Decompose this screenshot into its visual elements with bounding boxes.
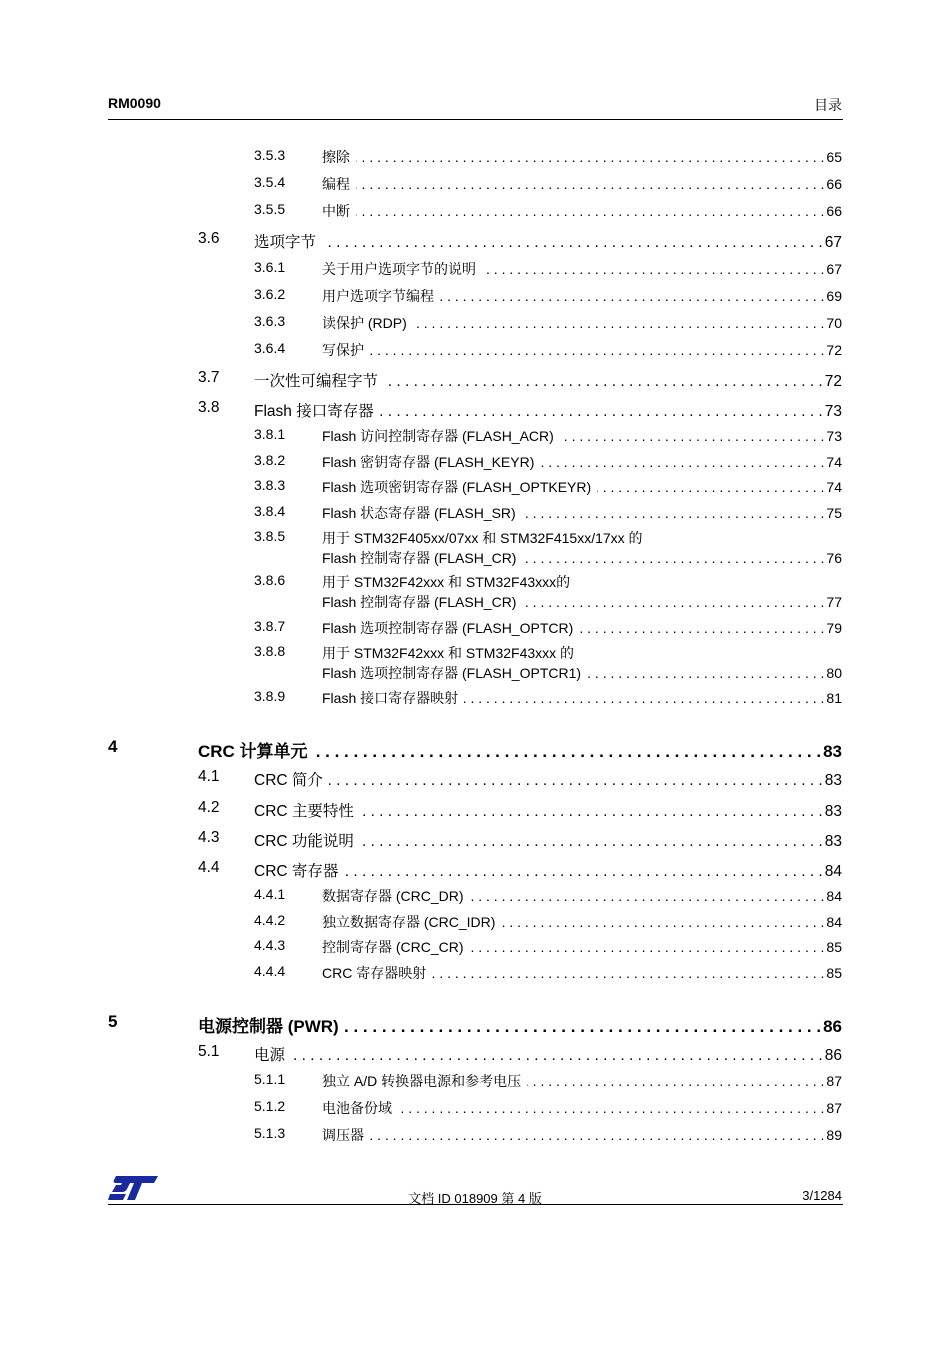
toc-entry-body bbox=[322, 937, 842, 957]
toc-entry-title: Flash 接口寄存器映射 bbox=[322, 690, 459, 706]
toc-entry-title: Flash 密钥寄存器 (FLASH_KEYR) bbox=[322, 454, 535, 470]
toc-entry-page: 67 bbox=[826, 261, 842, 277]
toc-entry-title-line1: 用于 STM32F42xxx 和 STM32F43xxx 的 bbox=[322, 645, 575, 661]
toc-entry-title: 调压器 bbox=[322, 1127, 364, 1143]
toc-entry-page: 73 bbox=[826, 428, 842, 444]
toc-entry-number: 5.1.3 bbox=[254, 1125, 286, 1141]
toc-entry-title: 编程 bbox=[322, 176, 350, 192]
toc-entry-page: 87 bbox=[826, 1100, 842, 1116]
toc-entry-page: 77 bbox=[826, 594, 842, 610]
toc-leader-dots bbox=[398, 1100, 824, 1116]
toc-leader-dots bbox=[587, 665, 824, 681]
toc-leader-dots bbox=[291, 1047, 823, 1065]
toc-leader-dots bbox=[356, 203, 824, 219]
toc-entry-page: 76 bbox=[826, 550, 842, 566]
toc-entry-body bbox=[322, 963, 842, 983]
toc-entry-page: 70 bbox=[826, 315, 842, 331]
toc-entry-page: 84 bbox=[826, 914, 842, 930]
toc-entry-page: 66 bbox=[826, 176, 842, 192]
toc-leader-dots bbox=[360, 833, 823, 851]
toc-entry-body bbox=[322, 147, 842, 167]
toc-entry-page: 65 bbox=[826, 149, 842, 165]
toc-entry-title: 一次性可编程字节 bbox=[254, 373, 379, 390]
toc-entry-page: 69 bbox=[826, 288, 842, 304]
toc-entry-title: 选项字节 bbox=[254, 234, 317, 251]
toc-entry-page: 74 bbox=[826, 454, 842, 470]
toc-entry-number: 3.5.4 bbox=[254, 174, 286, 190]
toc-entry-title: CRC 简介 bbox=[254, 772, 323, 789]
toc-entry-number: 3.8 bbox=[198, 399, 220, 416]
toc-entry-number: 3.8.4 bbox=[254, 503, 286, 519]
toc-entry-body bbox=[322, 174, 842, 194]
toc-leader-dots bbox=[413, 315, 825, 331]
toc-entry-number: 4.4.3 bbox=[254, 937, 286, 953]
toc-entry-body bbox=[322, 201, 842, 221]
toc-entry-number: 3.7 bbox=[198, 369, 220, 386]
toc-leader-dots bbox=[356, 176, 824, 192]
toc-entry-number: 3.8.9 bbox=[254, 688, 286, 704]
toc-entry-body bbox=[254, 369, 842, 391]
toc-entry-body bbox=[322, 548, 842, 568]
header-rule bbox=[108, 119, 843, 120]
toc-leader-dots bbox=[522, 594, 824, 610]
footer-page-number: 3/1284 bbox=[802, 1188, 842, 1203]
toc-entry-number: 5.1.2 bbox=[254, 1098, 286, 1114]
toc-leader-dots bbox=[370, 1127, 824, 1143]
toc-entry-number: 3.8.3 bbox=[254, 477, 286, 493]
toc-leader-dots bbox=[470, 939, 825, 955]
toc-entry-body bbox=[254, 829, 842, 851]
toc-leader-dots bbox=[384, 373, 823, 391]
toc-entry-number: 5.1.1 bbox=[254, 1071, 286, 1087]
toc-leader-dots bbox=[470, 888, 825, 904]
toc-entry-page: 83 bbox=[823, 742, 842, 761]
toc-leader-dots bbox=[432, 965, 824, 981]
toc-entry-body bbox=[198, 1012, 842, 1037]
toc-entry-body bbox=[322, 426, 842, 446]
toc-entry-page: 67 bbox=[824, 234, 842, 251]
toc-entry-body bbox=[322, 1125, 842, 1145]
toc-leader-dots bbox=[482, 261, 824, 277]
toc-entry-body bbox=[254, 799, 842, 821]
toc-entry-number: 3.5.3 bbox=[254, 147, 286, 163]
toc-entry-number: 3.6.3 bbox=[254, 313, 286, 329]
toc-entry-body bbox=[322, 340, 842, 360]
toc-entry-title: Flash 状态寄存器 (FLASH_SR) bbox=[322, 505, 516, 521]
toc-entry-body bbox=[322, 259, 842, 279]
toc-entry-number: 4.4.2 bbox=[254, 912, 286, 928]
toc-entry-page: 83 bbox=[824, 772, 842, 789]
toc-entry-number: 4.4.1 bbox=[254, 886, 286, 902]
toc-entry-title: Flash 选项控制寄存器 (FLASH_OPTCR) bbox=[322, 620, 574, 636]
toc-entry-number: 4 bbox=[108, 737, 118, 756]
toc-entry-page: 79 bbox=[826, 620, 842, 636]
toc-entry-body bbox=[322, 592, 842, 612]
toc-entry-number: 3.8.2 bbox=[254, 452, 286, 468]
toc-entry-body bbox=[254, 230, 842, 252]
toc-entry-body bbox=[322, 477, 842, 497]
toc-leader-dots bbox=[345, 1017, 821, 1037]
toc-entry-title-line1: 用于 STM32F405xx/07xx 和 STM32F415xx/17xx 的 bbox=[322, 530, 643, 546]
toc-entry-page: 87 bbox=[826, 1073, 842, 1089]
toc-leader-dots bbox=[522, 505, 825, 521]
toc-entry-body bbox=[254, 768, 842, 790]
toc-entry-number: 4.3 bbox=[198, 829, 220, 846]
toc-entry-page: 83 bbox=[824, 833, 842, 850]
toc-leader-dots bbox=[597, 479, 824, 495]
toc-entry-title: CRC 计算单元 bbox=[198, 742, 308, 761]
doc-code: RM0090 bbox=[108, 95, 161, 111]
toc-leader-dots bbox=[527, 1073, 824, 1089]
toc-entry-page: 89 bbox=[826, 1127, 842, 1143]
toc-entry-page: 72 bbox=[826, 342, 842, 358]
toc-entry-page: 86 bbox=[824, 1047, 842, 1064]
toc-entry-page: 84 bbox=[824, 863, 842, 880]
toc-entry-body bbox=[254, 859, 842, 881]
toc-entry-title: 中断 bbox=[322, 203, 350, 219]
toc-entry-number: 5 bbox=[108, 1012, 118, 1031]
toc-entry-title: 电源 bbox=[254, 1047, 286, 1064]
toc-entry-page: 83 bbox=[824, 803, 842, 820]
toc-leader-dots bbox=[579, 620, 824, 636]
toc-leader-dots bbox=[356, 149, 824, 165]
toc-leader-dots bbox=[329, 772, 823, 790]
toc-entry-body bbox=[322, 663, 842, 683]
toc-entry-number: 4.4.4 bbox=[254, 963, 286, 979]
toc-entry-page: 80 bbox=[826, 665, 842, 681]
toc-entry-number: 3.8.6 bbox=[254, 572, 286, 588]
header-section: 目录 bbox=[814, 98, 842, 114]
toc-entry-title: Flash 访问控制寄存器 (FLASH_ACR) bbox=[322, 428, 554, 444]
toc-entry-body bbox=[322, 618, 842, 638]
toc-entry-number: 3.8.1 bbox=[254, 426, 286, 442]
toc-leader-dots bbox=[560, 428, 825, 444]
toc-entry-title: 用户选项字节编程 bbox=[322, 288, 434, 304]
toc-entry-title: CRC 主要特性 bbox=[254, 803, 354, 820]
toc-entry-title: Flash 控制寄存器 (FLASH_CR) bbox=[322, 550, 517, 566]
toc-entry-number: 3.8.7 bbox=[254, 618, 286, 634]
toc-entry-page: 85 bbox=[826, 965, 842, 981]
toc-entry-number: 3.6 bbox=[198, 230, 220, 247]
toc-entry-body bbox=[322, 1098, 842, 1118]
toc-entry-body bbox=[198, 737, 842, 762]
toc-entry-body bbox=[322, 313, 842, 333]
toc-entry-number: 3.6.4 bbox=[254, 340, 286, 356]
footer-rule bbox=[108, 1204, 843, 1205]
toc-leader-dots bbox=[344, 863, 822, 881]
toc-entry-number: 4.2 bbox=[198, 799, 220, 816]
toc-leader-dots bbox=[314, 742, 822, 762]
toc-entry-title: CRC 寄存器 bbox=[254, 863, 339, 880]
toc-entry-body bbox=[254, 399, 842, 421]
toc-entry-number: 4.4 bbox=[198, 859, 220, 876]
toc-entry-body bbox=[322, 886, 842, 906]
toc-entry-body bbox=[322, 688, 842, 708]
toc-leader-dots bbox=[522, 550, 824, 566]
toc-leader-dots bbox=[440, 288, 824, 304]
toc-leader-dots bbox=[380, 403, 823, 421]
toc-entry-title: 电源控制器 (PWR) bbox=[198, 1017, 339, 1036]
toc-entry-page: 73 bbox=[824, 403, 842, 420]
toc-entry-title: CRC 功能说明 bbox=[254, 833, 354, 850]
toc-entry-page: 85 bbox=[826, 939, 842, 955]
toc-entry-number: 3.6.1 bbox=[254, 259, 286, 275]
toc-entry-page: 75 bbox=[826, 505, 842, 521]
toc-entry-body bbox=[254, 1043, 842, 1065]
toc-entry-body bbox=[322, 452, 842, 472]
toc-entry-page: 84 bbox=[826, 888, 842, 904]
toc-entry-title: Flash 接口寄存器 bbox=[254, 403, 374, 420]
toc-entry-title: 独立数据寄存器 (CRC_IDR) bbox=[322, 914, 496, 930]
toc-entry-title-line1: 用于 STM32F42xxx 和 STM32F43xxx的 bbox=[322, 574, 571, 590]
toc-entry-title: 控制寄存器 (CRC_CR) bbox=[322, 939, 464, 955]
toc-entry-number: 3.5.5 bbox=[254, 201, 286, 217]
toc-entry-title: 独立 A/D 转换器电源和参考电压 bbox=[322, 1073, 522, 1089]
toc-entry-page: 74 bbox=[826, 479, 842, 495]
toc-entry-body bbox=[322, 503, 842, 523]
toc-entry-number: 3.6.2 bbox=[254, 286, 286, 302]
toc-entry-page: 66 bbox=[826, 203, 842, 219]
toc-entry-title: Flash 选项密钥寄存器 (FLASH_OPTKEYR) bbox=[322, 479, 592, 495]
toc-leader-dots bbox=[370, 342, 824, 358]
toc-entry-page: 86 bbox=[823, 1017, 842, 1036]
toc-leader-dots bbox=[540, 454, 824, 470]
toc-leader-dots bbox=[464, 690, 824, 706]
toc-entry-page: 81 bbox=[826, 690, 842, 706]
toc-entry-number: 4.1 bbox=[198, 768, 220, 785]
toc-entry-title: Flash 控制寄存器 (FLASH_CR) bbox=[322, 594, 517, 610]
toc-entry-body bbox=[322, 1071, 842, 1091]
toc-entry-title: 电池备份域 bbox=[322, 1100, 392, 1116]
toc-leader-dots bbox=[322, 234, 823, 252]
toc-entry-title: 数据寄存器 (CRC_DR) bbox=[322, 888, 464, 904]
toc-entry-title: 写保护 bbox=[322, 342, 364, 358]
toc-entry-body bbox=[322, 912, 842, 932]
toc-entry-body bbox=[322, 286, 842, 306]
toc-entry-title: 关于用户选项字节的说明 bbox=[322, 261, 476, 277]
footer-doc-id: 文档 ID 018909 第 4 版 bbox=[408, 1191, 542, 1206]
toc-entry-page: 72 bbox=[824, 373, 842, 390]
toc-entry-number: 3.8.5 bbox=[254, 528, 286, 544]
toc-entry-title: 擦除 bbox=[322, 149, 350, 165]
toc-entry-title: CRC 寄存器映射 bbox=[322, 965, 427, 981]
toc-leader-dots bbox=[360, 803, 823, 821]
toc-entry-title: 读保护 (RDP) bbox=[322, 315, 407, 331]
toc-entry-number: 3.8.8 bbox=[254, 643, 286, 659]
toc-leader-dots bbox=[501, 914, 824, 930]
toc-entry-title: Flash 选项控制寄存器 (FLASH_OPTCR1) bbox=[322, 665, 582, 681]
toc-entry-number: 5.1 bbox=[198, 1043, 220, 1060]
